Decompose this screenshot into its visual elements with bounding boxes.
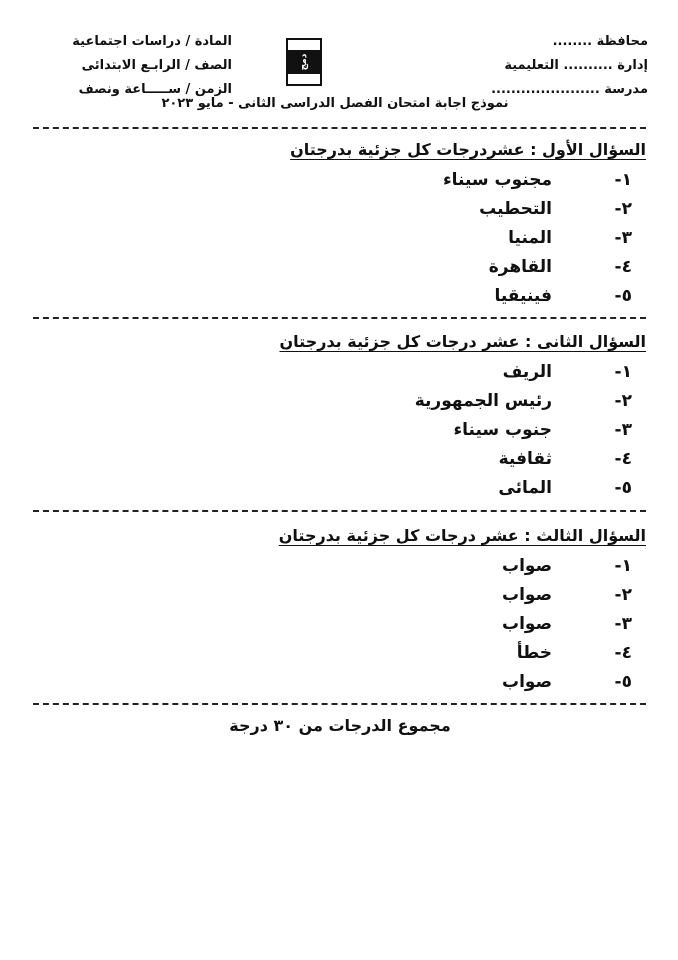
answer-item xyxy=(292,420,632,449)
dashed-divider xyxy=(33,317,646,319)
answer-number: ٣- xyxy=(614,228,632,248)
answer-number: ٢- xyxy=(614,199,632,219)
question-2-title: السؤال الثانى : عشر درجات كل جزئية بدرجتان xyxy=(279,332,646,351)
answer-item xyxy=(292,449,632,478)
administration-line: إدارة .......... التعليمية xyxy=(504,58,648,73)
logo xyxy=(286,38,322,86)
answer-item xyxy=(292,257,632,286)
answer-item xyxy=(292,643,632,672)
answer-text: ثقافية xyxy=(498,449,552,469)
answer-number: ٤- xyxy=(614,449,632,469)
subject-line: المادة / دراسات اجتماعية xyxy=(72,34,232,49)
header-subject-info xyxy=(32,30,232,102)
answer-text: مجنوب سيناء xyxy=(442,170,552,190)
school-line: مدرسة ...................... xyxy=(491,82,648,97)
answer-number: ٣- xyxy=(614,420,632,440)
answer-number: ٢- xyxy=(614,585,632,605)
answer-number: ٣- xyxy=(614,614,632,634)
header-school-info xyxy=(448,30,648,102)
answer-item xyxy=(292,478,632,507)
answer-item xyxy=(292,286,632,315)
grade-line: الصف / الرابـع الابتدائى xyxy=(81,58,232,73)
answer-item xyxy=(292,362,632,391)
answer-text: صواب xyxy=(502,614,552,634)
answer-text: صواب xyxy=(502,585,552,605)
answer-item xyxy=(292,391,632,420)
answer-text: فينيقيا xyxy=(494,286,552,306)
answer-number: ٤- xyxy=(614,257,632,277)
answer-text: جنوب سيناء xyxy=(453,420,552,440)
answer-number: ٥- xyxy=(614,478,632,498)
answer-item xyxy=(292,199,632,228)
answer-text: القاهرة xyxy=(488,257,552,277)
governorate-line: محافظة ........ xyxy=(552,34,648,49)
question-1-title: السؤال الأول : عشردرجات كل جزئية بدرجتان xyxy=(290,140,646,159)
logo-text: دمج xyxy=(286,50,322,74)
answer-number: ٥- xyxy=(614,672,632,692)
answer-number: ٤- xyxy=(614,643,632,663)
dashed-divider xyxy=(33,127,646,129)
time-line: الزمن / ســـــاعة ونصف xyxy=(78,82,232,97)
answer-number: ٢- xyxy=(614,391,632,411)
exam-title: نموذج اجابة امتحان الفصل الدراسى الثانى - مايو ٢٠٢٣ xyxy=(161,96,509,111)
answer-item xyxy=(292,672,632,701)
answer-number: ١- xyxy=(614,362,632,382)
answer-item xyxy=(292,585,632,614)
answer-item xyxy=(292,170,632,199)
answer-text: المنيا xyxy=(508,228,552,248)
question-1-answers xyxy=(292,170,632,315)
answer-number: ٥- xyxy=(614,286,632,306)
question-3-answers xyxy=(292,556,632,701)
answer-text: رئيس الجمهورية xyxy=(414,391,552,411)
answer-number: ١- xyxy=(614,556,632,576)
question-3-title: السؤال الثالث : عشر درجات كل جزئية بدرجتان xyxy=(278,526,646,545)
answer-text: صواب xyxy=(502,672,552,692)
answer-text: خطأ xyxy=(516,643,552,663)
answer-item xyxy=(292,614,632,643)
question-2-answers xyxy=(292,362,632,507)
dashed-divider xyxy=(33,510,646,512)
answer-number: ١- xyxy=(614,170,632,190)
answer-text: الريف xyxy=(502,362,552,382)
answer-text: المائى xyxy=(498,478,552,498)
answer-item xyxy=(292,228,632,257)
answer-text: التحطيب xyxy=(479,199,552,219)
total-marks: مجموع الدرجات من ٣٠ درجة xyxy=(229,716,451,735)
answer-item xyxy=(292,556,632,585)
answer-text: صواب xyxy=(502,556,552,576)
dashed-divider xyxy=(33,703,646,705)
